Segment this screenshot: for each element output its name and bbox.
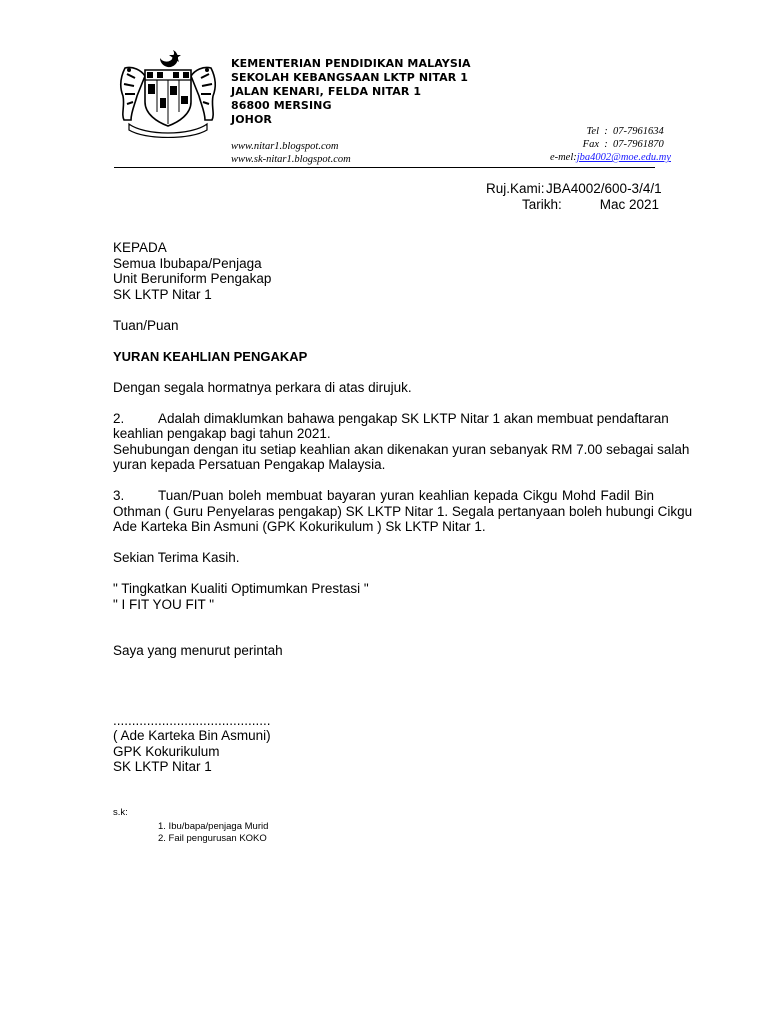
tel-separator: : (604, 126, 608, 137)
paragraph-2-number: 2. (113, 410, 125, 426)
signatory-position: GPK Kokurikulum (113, 743, 220, 759)
salutation: Tuan/Puan (113, 317, 179, 333)
reference-block (486, 181, 662, 213)
intro-paragraph: Dengan segala hormatnya perkara di atas dirujuk. (113, 379, 412, 395)
ministry-name: KEMENTERIAN PENDIDIKAN MALAYSIA (231, 57, 471, 70)
paragraph-3-line-3: Ade Karteka Bin Asmuni (GPK Kokurikulum ) Sk LKTP Nitar 1. (113, 519, 486, 534)
reference-value: JBA4002/600-3/4/1 (546, 181, 662, 196)
contact-details (550, 125, 671, 164)
sign-off: Saya yang menurut perintah (113, 643, 283, 658)
paragraph-3-line-1: 3. Tuan/Puan boleh membuat bayaran yuran keahlian kepada Cikgu Mohd Fadil Bin (113, 488, 654, 503)
paragraph-2-line-1: 2. Adalah dimaklumkan bahawa pengakap SK LKTP Nitar 1 akan membuat pendaftaran (113, 410, 669, 426)
school-name: SEKOLAH KEBANGSAAN LKTP NITAR 1 (231, 71, 468, 84)
header-divider (114, 167, 655, 168)
signatory-name: ( Ade Karteka Bin Asmuni) (113, 728, 271, 743)
recipient-heading: KEPADA (113, 240, 167, 255)
paragraph-3-line-2: Othman ( Guru Penyelaras pengakap) SK LKTP Nitar 1. Segala pertanyaan boleh hubungi Cikgu (113, 503, 693, 519)
email-link[interactable]: jba4002@moe.edu.my (576, 152, 671, 163)
fax-label: Fax (582, 139, 599, 150)
email-label: e-mel (549, 152, 574, 163)
tel-label: Tel (586, 126, 599, 137)
website-link-1[interactable]: www.nitar1.blogspot.com (231, 141, 339, 152)
website-link-2[interactable]: www.sk-nitar1.blogspot.com (231, 154, 351, 165)
subject-title: YURAN KEAHLIAN PENGAKAP (113, 348, 308, 364)
tel-row (550, 125, 671, 138)
date-value: Mac 2021 (599, 197, 659, 212)
paragraph-2-line-2: keahlian pengakap bagi tahun 2021. (113, 426, 331, 441)
address-state: JOHOR (231, 113, 272, 126)
paragraph-3-number: 3. (113, 488, 125, 503)
paragraph-2-line-4: yuran kepada Persatuan Pengakap Malaysia. (113, 457, 386, 472)
signatory-school: SK LKTP Nitar 1 (113, 759, 212, 774)
recipient-line: Semua Ibubapa/Penjaga (113, 255, 262, 271)
reference-row (486, 181, 662, 197)
email-row (550, 151, 671, 164)
address-postcode: 86800 MERSING (231, 99, 332, 112)
date-row (486, 197, 662, 213)
motto-line-2: " I FIT YOU FIT " (113, 596, 215, 612)
fax-value: 07-7961870 (613, 139, 664, 150)
signature-dots: .......................................... (113, 712, 271, 728)
cc-item: 2. Fail pengurusan KOKO (158, 833, 267, 844)
fax-separator: : (604, 139, 608, 150)
school-address-block (231, 57, 471, 127)
recipient-line: SK LKTP Nitar 1 (113, 286, 212, 302)
address-street: JALAN KENARI, FELDA NITAR 1 (231, 85, 422, 98)
letter-body (113, 240, 693, 775)
coat-of-arms-logo (115, 46, 221, 138)
fax-row (550, 138, 671, 151)
reference-label: Ruj.Kami: (486, 181, 545, 196)
motto-line-1: " Tingkatkan Kualiti Optimumkan Prestasi " (113, 581, 369, 596)
websites (231, 140, 351, 166)
tel-value: 07-7961634 (613, 126, 664, 137)
email-separator: : (573, 152, 577, 163)
cc-item: 1. Ibu/bapa/penjaga Murid (158, 821, 269, 832)
cc-label: s.k: (113, 807, 128, 818)
carbon-copy-block (113, 807, 268, 845)
date-label: Tarikh: (522, 197, 562, 212)
recipient-line: Unit Beruniform Pengakap (113, 271, 272, 286)
closing-text: Sekian Terima Kasih. (113, 550, 240, 565)
paragraph-2-line-3: Sehubungan dengan itu setiap keahlian akan dikenakan yuran sebanyak RM 7.00 sebagai salah (113, 441, 690, 457)
